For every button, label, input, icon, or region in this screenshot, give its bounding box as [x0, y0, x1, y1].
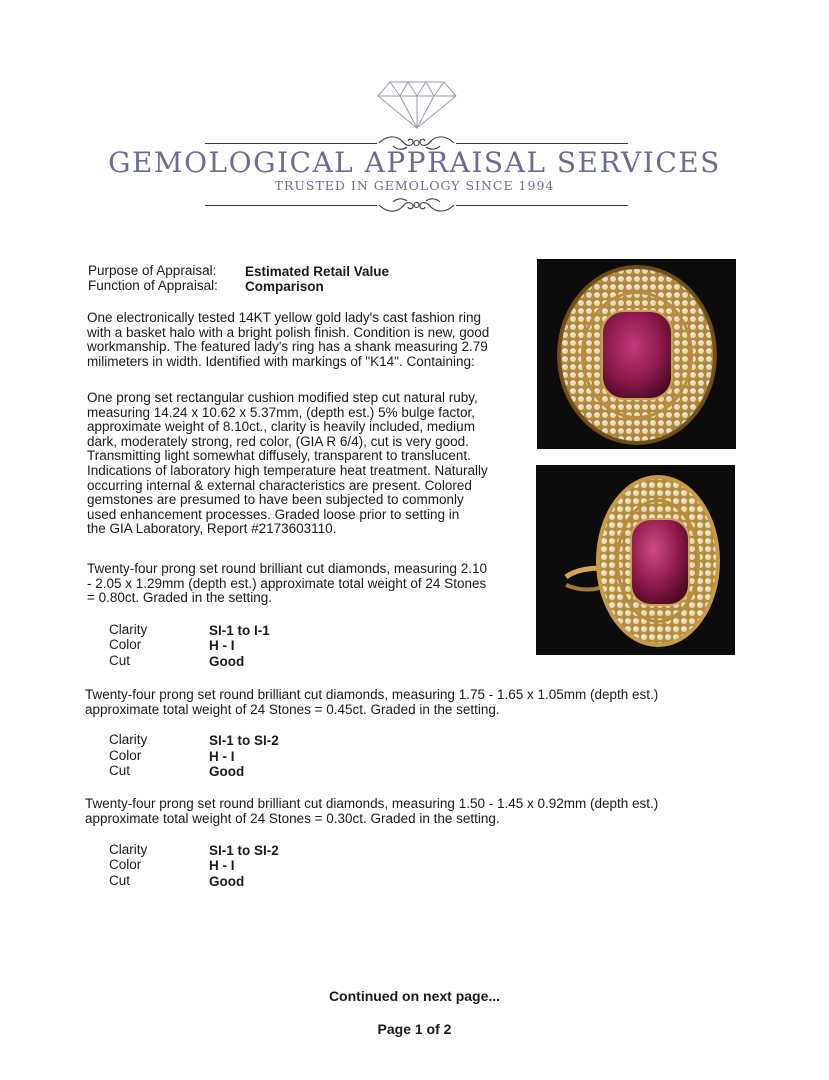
clarity-value: SI-1 to I-1	[209, 623, 270, 638]
ring-photo-angled	[536, 465, 735, 655]
clarity-label: Clarity	[109, 622, 148, 637]
cut-value: Good	[209, 654, 245, 669]
function-value: Comparison	[245, 279, 324, 294]
cut-label: Cut	[109, 653, 131, 668]
cut-value: Good	[209, 874, 245, 889]
ornament-bottom-icon	[377, 196, 456, 214]
purpose-value: Estimated Retail Value	[245, 264, 390, 279]
function-label: Function of Appraisal:	[88, 278, 218, 293]
clarity-label: Clarity	[109, 732, 148, 747]
letterhead	[0, 0, 829, 230]
color-value: H - I	[209, 749, 235, 764]
ring-photo-top	[537, 259, 736, 449]
color-label: Color	[109, 748, 142, 763]
purpose-label: Purpose of Appraisal:	[88, 263, 217, 278]
diamond-group-2-text: Twenty-four prong set round brilliant cut diamonds, measuring 1.75 - 1.65 x 1.05mm (depth est.) approximate total weight of 24 Stones = 0.45ct. Graded in the setting.	[85, 687, 659, 717]
brand-tagline: TRUSTED IN GEMOLOGY SINCE 1994	[274, 178, 555, 193]
color-value: H - I	[209, 858, 235, 873]
cut-value: Good	[209, 764, 245, 779]
diamond-group-3-text: Twenty-four prong set round brilliant cut diamonds, measuring 1.50 - 1.45 x 0.92mm (depth est.) approximate total weight of 24 Stones = 0.30ct. Graded in the setting.	[85, 796, 659, 826]
continued-note: Continued on next page...	[328, 988, 501, 1004]
page-number: Page 1 of 2	[377, 1021, 452, 1037]
diamond-group-1-text: Twenty-four prong set round brilliant cut diamonds, measuring 2.10 - 2.05 x 1.29mm (depth est.) approximate total weight of 24 Stones = 0.80ct. Graded in the setting.	[87, 561, 487, 606]
color-label: Color	[109, 637, 142, 652]
color-value: H - I	[209, 638, 235, 653]
diamond-logo-icon	[376, 80, 458, 130]
cut-label: Cut	[109, 873, 131, 888]
ring-angled-image	[536, 465, 735, 655]
clarity-label: Clarity	[109, 842, 148, 857]
clarity-value: SI-1 to SI-2	[209, 733, 279, 748]
color-label: Color	[109, 857, 142, 872]
cut-label: Cut	[109, 763, 131, 778]
brand-name: GEMOLOGICAL APPRAISAL SERVICES	[108, 146, 721, 179]
ring-top-image	[537, 259, 736, 449]
clarity-value: SI-1 to SI-2	[209, 843, 279, 858]
ruby-description: One prong set rectangular cushion modified step cut natural ruby, measuring 14.24 x 10.62 x 5.37mm, (depth est.) 5% bulge factor, approximate weight of 8.10ct., clarity is heavily included, medium dark, moderately strong, red color, (GIA R 6/4), cut is very good. Transmitting light somewhat diffusely, transparent to translucent. Indications of laboratory high temperature heat treatment. Naturally occurring internal & external characteristics are present. Colored gemstones are presumed to have been subjected to commonly used enhancement processes. Graded loose prior to setting in the GIA Laboratory, Report #2173603110.	[87, 390, 488, 537]
ring-description: One electronically tested 14KT yellow gold lady's cast fashion ring with a basket halo with a bright polish finish. Condition is new, good workmanship. The featured lady's ring has a shank measuring 2.79 milimeters in width. Identified with markings of "K14". Containing:	[87, 310, 490, 369]
